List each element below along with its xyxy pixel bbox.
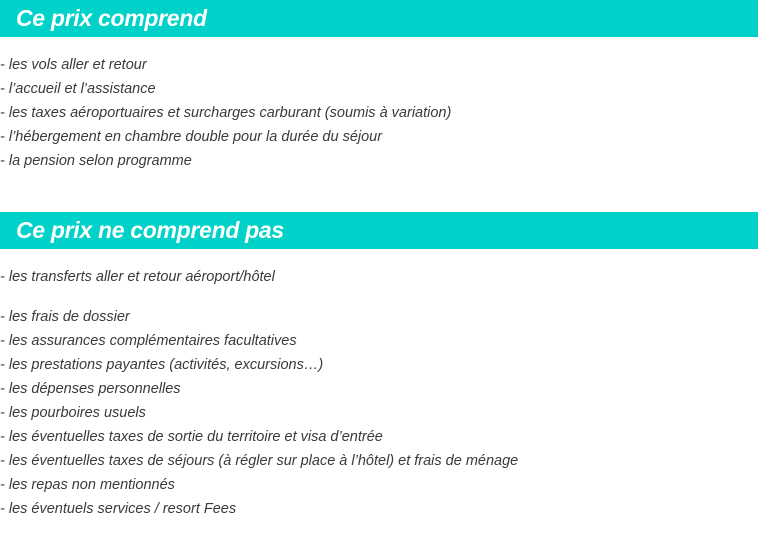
- list-item: - les taxes aéroportuaires et surcharges carburant (soumis à variation): [0, 105, 452, 121]
- list-item: - l’accueil et l’assistance: [0, 81, 156, 97]
- list-item: - les pourboires usuels: [0, 405, 146, 421]
- list-item: - les vols aller et retour: [0, 57, 147, 73]
- list-item: - les éventuelles taxes de séjours (à régler sur place à l’hôtel) et frais de ménage: [0, 453, 519, 469]
- list-item: - les frais de dossier: [0, 309, 130, 325]
- list-item: - les éventuels services / resort Fees: [0, 501, 237, 517]
- list-item: - les dépenses personnelles: [0, 381, 181, 397]
- section-title-excluded: Ce prix ne comprend pas: [16, 217, 284, 243]
- excluded-list-first: [0, 265, 758, 289]
- section-header-excluded: [0, 212, 758, 249]
- list-item: - les repas non mentionnés: [0, 477, 175, 493]
- list-item: - les transferts aller et retour aéroport/hôtel: [0, 269, 275, 285]
- excluded-list: [0, 305, 758, 521]
- list-item: - l’hébergement en chambre double pour la durée du séjour: [0, 129, 383, 145]
- list-item: - les éventuelles taxes de sortie du territoire et visa d’entrée: [0, 429, 383, 445]
- section-header-included: [0, 0, 758, 37]
- list-item: - les assurances complémentaires facultatives: [0, 333, 297, 349]
- list-item: - la pension selon programme: [0, 153, 192, 169]
- list-item: - les prestations payantes (activités, excursions…): [0, 357, 324, 373]
- section-title-included: Ce prix comprend: [16, 5, 207, 31]
- included-list: [0, 53, 758, 173]
